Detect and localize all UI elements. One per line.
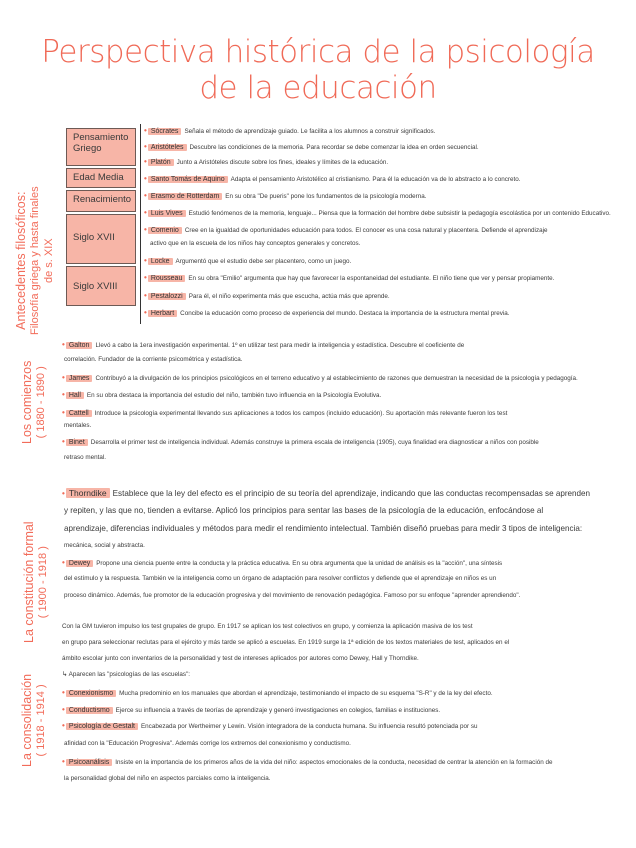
list-item: • Herbart Concibe la educación como proceso de experiencia del mundo. Destaca la importancia de la estructura mental previa. xyxy=(144,308,510,317)
list-item-continuation: y repiten, y las que no, tienden a evitarse. Aplicó los principios para sentar las bases de la psicología de la educación, enfocándose al xyxy=(64,506,544,515)
list-item-continuation: la personalidad global del niño en aspectos parciales como la inteligencia. xyxy=(64,775,271,782)
section-label-antecedentes: Antecedentes filosóficos: Filosofía griega y hasta finales de s. XIX xyxy=(14,185,55,335)
list-item: • Conexionismo Mucha predominio en los manuales que abordan el aprendizaje, testimoniando el impacto de su esquema "S-R" y de la ley del efecto. xyxy=(62,688,493,697)
period-box-renacimiento: Renacimiento xyxy=(66,190,136,212)
list-item: • Dewey Propone una ciencia puente entre la conducta y la práctica educativa. En su obra argumenta que la unidad de análisis es la "acción", una síntesis xyxy=(62,558,503,567)
paragraph-line: ↳ Aparecen las "psicologías de las escuelas": xyxy=(62,671,191,678)
list-item: • Erasmo de Rotterdam En su obra "De pueris" pone los fundamentos de la psicología moderna. xyxy=(144,191,427,200)
list-item-continuation: retraso mental. xyxy=(64,454,106,461)
list-item: • Sócrates Señala el método de aprendizaje guiado. Le facilita a los alumnos a construir significados. xyxy=(144,126,436,135)
list-item: • Conductismo Ejerce su influencia a través de teorías de aprendizaje y generó investigaciones en colegios, familias e instituciones. xyxy=(62,705,441,714)
list-item-continuation: mentales. xyxy=(64,422,92,429)
list-item: • Thorndike Establece que la ley del efecto es el principio de su teoría del aprendizaje, indicando que las conductas recompensadas se aprenden xyxy=(62,488,591,498)
timeline-divider xyxy=(140,124,141,324)
page-subtitle: de la educación xyxy=(199,70,437,106)
section-label-consolidacion: La consolidación ( 1918 - 1914 ) xyxy=(20,673,47,767)
period-box-griego: Pensamiento Griego xyxy=(66,128,136,166)
paragraph-line: ámbito escolar junto con inventarios de la personalidad y test de intereses aplicados por autores como Dewey, Hall y Thorndike. xyxy=(62,655,419,662)
list-item-continuation: afinidad con la "Educación Progresiva". Además corrige los extremos del conexionismo y conductismo. xyxy=(64,740,351,747)
list-item: • Platón Junto a Aristóteles discute sobre los fines, ideales y límites de la educación. xyxy=(144,157,389,166)
paragraph-line: Con la GM tuvieron impulso los test grupales de grupo. En 1917 se aplican los test colectivos en grupo, y comienza la aplicación masiva de los test xyxy=(62,623,473,630)
list-item: • James Contribuyó a la divulgación de los principios psicológicos en el terreno educativo y al establecimiento de razones que demuestran la necesidad de la psicología y pedagogía. xyxy=(62,373,578,382)
list-item-continuation: aprendizaje, diferencias individuales y métodos para medir el rendimiento intelectual. También diseñó pruebas para medir 3 tipos de inteligencia: xyxy=(64,524,583,533)
list-item: • Psicoanálisis Insiste en la importancia de los primeros años de la vida del niño: aspectos emocionales de la conducta, necesidad de centrar la atención en la formación de xyxy=(62,757,553,766)
list-item: • Pestalozzi Para él, el niño experimenta más que escucha, actúa más que aprende. xyxy=(144,291,390,300)
list-item: • Luis Vives Estudió fenómenos de la memoria, lenguaje... Piensa que la formación del hombre debe subsistir la pedagogía escolástica por un contenido Educativo. xyxy=(144,208,611,217)
list-item: • Comenio Cree en la igualdad de oportunidades educación para todos. El conocer es una cosa natural y placentera. Defiende el aprendizaje xyxy=(144,225,548,234)
list-item: • Binet Desarrolla el primer test de inteligencia individual. Además construye la primera escala de inteligencia (1905), cuya finalidad era diagnosticar a niños con posible xyxy=(62,437,539,446)
period-box-siglo-xvii: Siglo XVII xyxy=(66,214,136,264)
list-item-continuation: mecánica, social y abstracta. xyxy=(64,542,145,549)
list-item-continuation: correlación. Fundador de la corriente psicométrica y estadística. xyxy=(64,356,243,363)
list-item: • Psicología de Gestalt Encabezada por Wertheimer y Lewin. Visión integradora de la conducta humana. Su influencia resultó potenciada por su xyxy=(62,721,478,730)
section-label-comienzos: Los comienzos ( 1880 - 1890 ) xyxy=(20,360,47,444)
paragraph-line: en grupo para seleccionar reclutas para el ejército y más tarde se aplicó a escuelas. En 1919 surge la 1ª edición de los textos materiales de test, aplicados en el xyxy=(62,639,510,646)
list-item: • Locke Argumentó que el estudio debe ser placentero, como un juego. xyxy=(144,256,352,265)
page-title: Perspectiva histórica de la psicología xyxy=(41,34,595,70)
list-item-continuation: activo que en la escuela de los niños hay conceptos generales y concretos. xyxy=(150,240,361,247)
list-item: • Santo Tomás de Aquino Adapta el pensamiento Aristotélico al cristianismo. Para él la educación va de lo abstracto a lo concreto. xyxy=(144,174,521,183)
section-label-constitucion: La constitución formal ( 1900 - 1918 ) xyxy=(22,521,49,643)
list-item: • Aristóteles Descubre las condiciones de la memoria. Para recordar se debe comenzar la idea en orden secuencial. xyxy=(144,142,479,151)
period-box-siglo-xviii: Siglo XVIII xyxy=(66,266,136,306)
list-item-continuation: proceso dinámico. Además, fue promotor de la educación progresiva y del movimiento de renovación pedagógica. Famoso por su enfoque "aprender aprendiendo". xyxy=(64,592,521,599)
list-item: • Hall En su obra destaca la importancia del estudio del niño, también tuvo influencia en la Psicología Evolutiva. xyxy=(62,390,382,399)
list-item-continuation: del estímulo y la respuesta. También ve la inteligencia como un órgano de adaptación para resolver conflictos y defiende que el aprendizaje en niños es un xyxy=(64,575,497,582)
list-item: • Cattell Introduce la psicología experimental llevando sus aplicaciones a todos los campos (incluido educación). Su aportación más relevante fueron los test xyxy=(62,408,508,417)
list-item: • Rousseau En su obra "Emilio" argumenta que hay que favorecer la espontaneidad del estudiante. El niño tiene que ver y pensar propiamente. xyxy=(144,273,555,282)
period-box-edad-media: Edad Media xyxy=(66,168,136,188)
list-item: • Galton Llevó a cabo la 1era investigación experimental. 1º en utilizar test para medir la inteligencia y estadística. Descubre el coeficiente de xyxy=(62,340,465,349)
